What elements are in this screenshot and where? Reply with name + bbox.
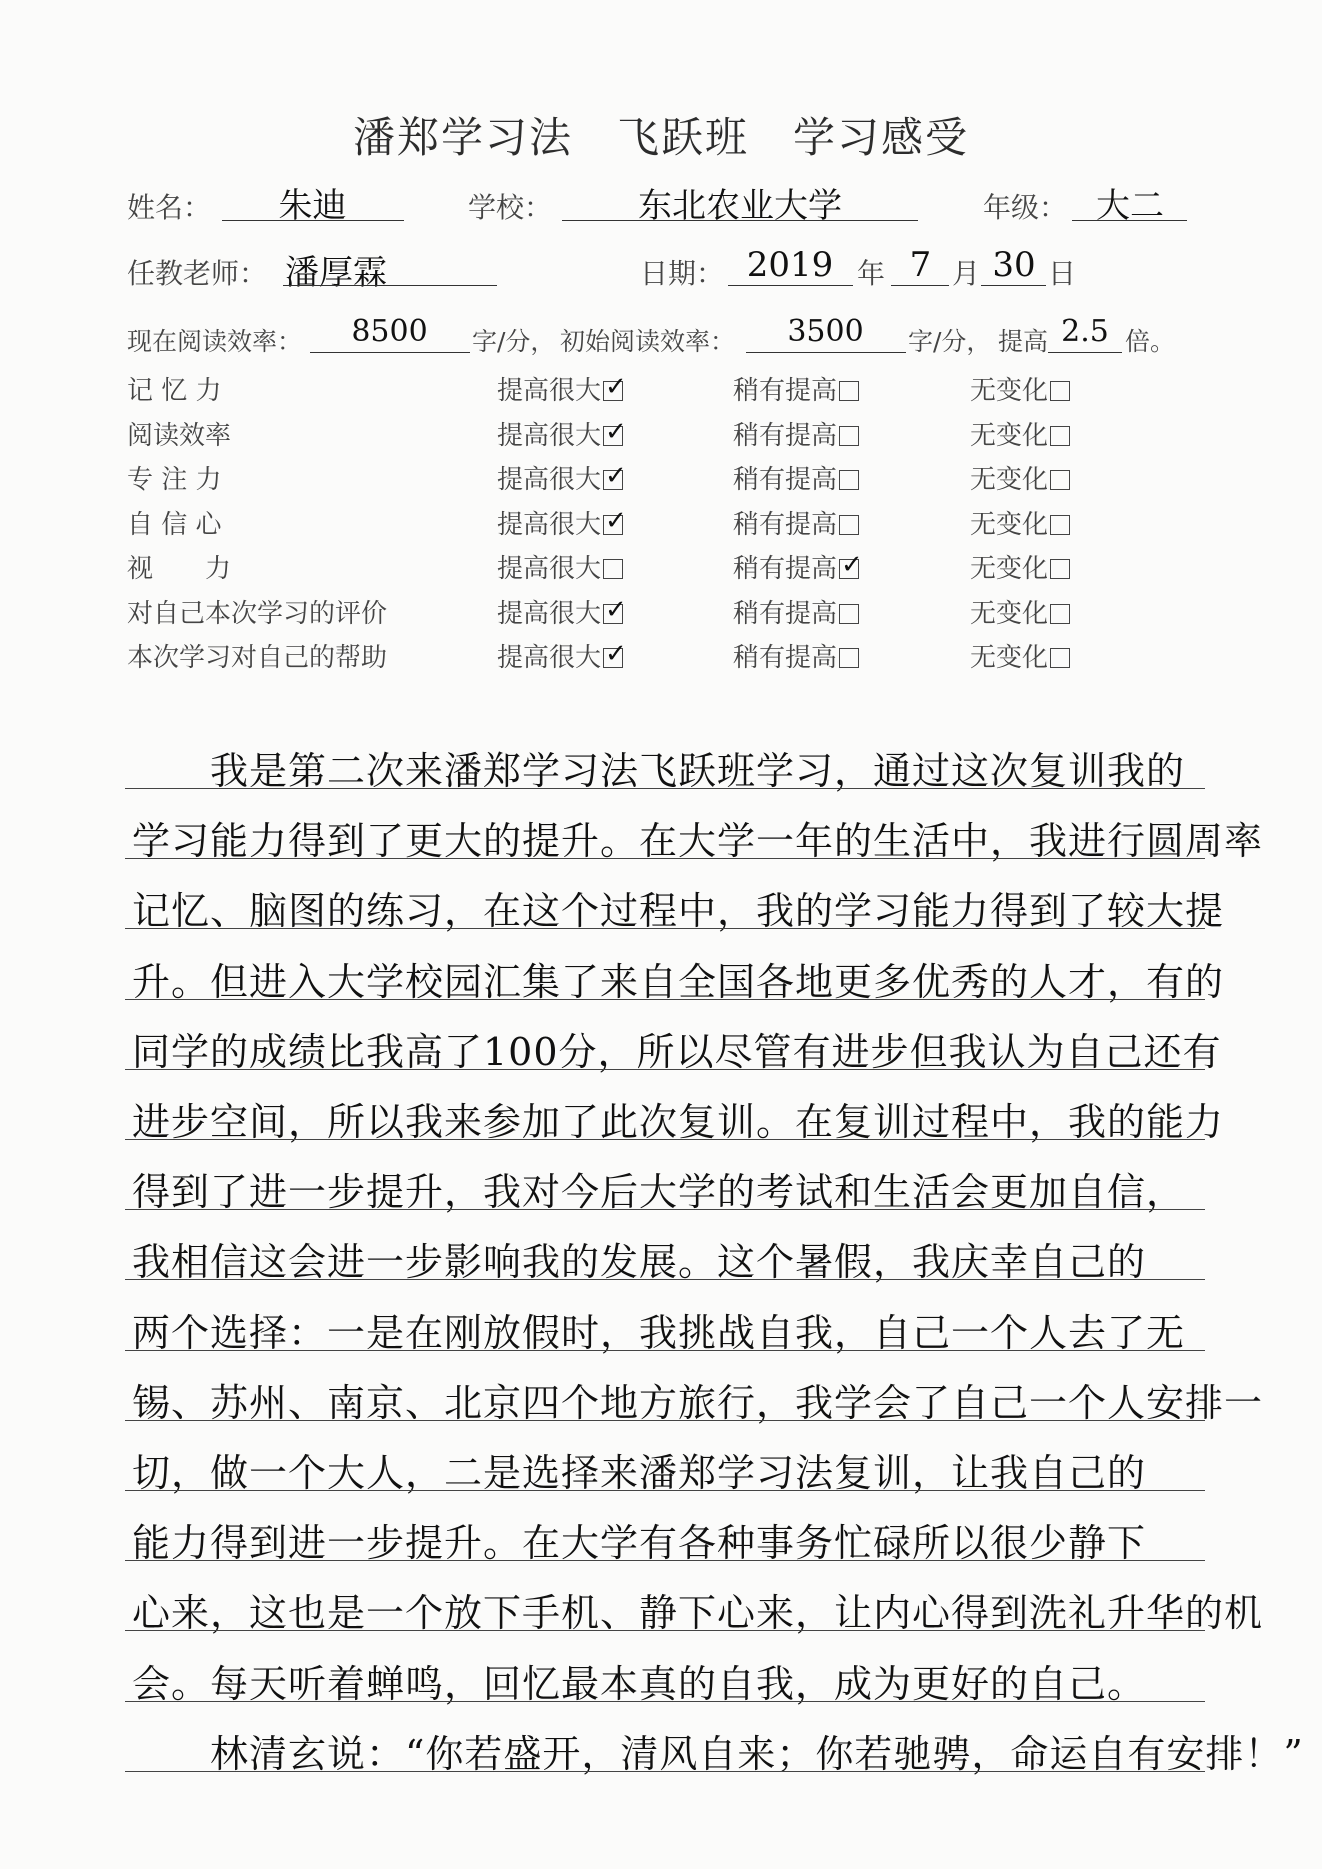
option-label: 稍有提高 bbox=[733, 376, 838, 406]
option-label: 无变化 bbox=[970, 465, 1049, 495]
checkbox[interactable] bbox=[603, 461, 627, 491]
grade-value: 大二 bbox=[1096, 186, 1164, 226]
check-mark-icon: ✓ bbox=[605, 505, 627, 536]
option-a[interactable] bbox=[497, 415, 627, 452]
check-mark-icon: ✓ bbox=[605, 461, 627, 491]
name-label: 姓名： bbox=[127, 191, 212, 224]
essay-line-text: 得到了进一步提升，我对今后大学的考试和生活会更加自信， bbox=[132, 1170, 1186, 1215]
check-mark-icon: ✓ bbox=[841, 550, 863, 580]
ruled-line bbox=[125, 1139, 1205, 1140]
ruled-line bbox=[125, 1420, 1205, 1421]
unit-2: 字/分， bbox=[908, 327, 992, 356]
essay-line-text: 同学的成绩比我高了100分，所以尽管有进步但我认为自己还有 bbox=[132, 1029, 1222, 1074]
assessment-row-label: 记 忆 力 bbox=[127, 376, 222, 406]
option-b[interactable] bbox=[733, 637, 859, 674]
ruled-line bbox=[125, 1701, 1205, 1702]
option-a[interactable] bbox=[497, 459, 627, 496]
option-b[interactable] bbox=[733, 548, 863, 585]
option-a[interactable] bbox=[497, 504, 627, 541]
essay-line-text: 我是第二次来潘郑学习法飞跃班学习，通过这次复训我的 bbox=[132, 749, 1186, 793]
essay-line-text: 记忆、脑图的练习，在这个过程中，我的学习能力得到了较大提 bbox=[132, 889, 1225, 934]
essay-line-text: 我相信这会进一步影响我的发展。这个暑假，我庆幸自己的 bbox=[132, 1240, 1147, 1285]
checkbox[interactable] bbox=[1050, 648, 1070, 668]
essay-line-text: 能力得到进一步提升。在大学有各种事务忙碌所以很少静下 bbox=[132, 1521, 1147, 1566]
option-label: 提高很大 bbox=[497, 376, 602, 406]
check-mark-icon: ✓ bbox=[605, 372, 627, 402]
check-mark-icon: ✓ bbox=[605, 639, 627, 669]
assessment-row-label: 本次学习对自己的帮助 bbox=[127, 643, 388, 673]
ruled-line bbox=[125, 1279, 1205, 1280]
option-a[interactable] bbox=[497, 548, 623, 585]
ruled-line bbox=[125, 788, 1205, 789]
improve-unit: 倍。 bbox=[1125, 327, 1176, 356]
essay-line-text: 切，做一个大人，二是选择来潘郑学习法复训，让我自己的 bbox=[132, 1451, 1147, 1495]
essay-line-text: 两个选择：一是在刚放假时，我挑战自我，自己一个人去了无 bbox=[132, 1310, 1186, 1355]
option-label: 提高很大 bbox=[497, 643, 602, 673]
ruled-line bbox=[125, 1771, 1205, 1772]
option-label: 稍有提高 bbox=[733, 465, 838, 495]
option-a[interactable] bbox=[497, 370, 627, 407]
option-label: 提高很大 bbox=[497, 598, 602, 629]
teacher-value: 潘厚霖 bbox=[285, 253, 387, 293]
checkbox[interactable] bbox=[1050, 515, 1070, 535]
checkbox[interactable] bbox=[603, 416, 627, 447]
option-b[interactable] bbox=[733, 593, 859, 630]
page-title: 潘郑学习法 飞跃班 学习感受 bbox=[352, 113, 969, 162]
checkbox[interactable] bbox=[1050, 470, 1070, 490]
grade-underline bbox=[1072, 220, 1187, 221]
assessment-row-label: 阅读效率 bbox=[127, 420, 232, 451]
teacher-label: 任教老师： bbox=[127, 257, 268, 290]
assessment-row-label: 专 注 力 bbox=[127, 465, 222, 495]
date-year-underline bbox=[728, 285, 853, 286]
checkbox[interactable] bbox=[603, 559, 623, 579]
check-mark-icon: ✓ bbox=[605, 594, 627, 625]
ruled-line bbox=[125, 1350, 1205, 1351]
ruled-line bbox=[125, 1069, 1205, 1070]
option-label: 无变化 bbox=[970, 554, 1049, 584]
check-mark-icon: ✓ bbox=[605, 416, 627, 447]
improve-value: 2.5 bbox=[1061, 314, 1109, 349]
option-label: 稍有提高 bbox=[733, 598, 838, 629]
date-year-value: 2019 bbox=[746, 245, 834, 285]
teacher-underline bbox=[283, 285, 497, 286]
option-label: 稍有提高 bbox=[733, 554, 838, 584]
option-b[interactable] bbox=[733, 504, 859, 541]
checkbox[interactable] bbox=[1050, 381, 1070, 401]
option-label: 稍有提高 bbox=[733, 420, 838, 451]
name-value: 朱迪 bbox=[278, 186, 347, 226]
date-month-unit: 月 bbox=[952, 257, 981, 290]
school-underline bbox=[562, 220, 918, 221]
checkbox[interactable] bbox=[603, 639, 627, 669]
ruled-line bbox=[125, 1560, 1205, 1561]
essay-line-text: 进步空间，所以我来参加了此次复训。在复训过程中，我的能力 bbox=[132, 1100, 1225, 1144]
date-day-unit: 日 bbox=[1048, 257, 1077, 290]
checkbox[interactable] bbox=[603, 505, 627, 536]
ruled-line bbox=[125, 1630, 1205, 1631]
improve-underline bbox=[1048, 352, 1122, 353]
checkbox[interactable] bbox=[839, 550, 863, 580]
improve-label: 提高 bbox=[998, 327, 1049, 356]
assessment-row-label: 对自己本次学习的评价 bbox=[127, 598, 388, 629]
initial-reading-value: 3500 bbox=[787, 314, 864, 349]
essay-line-text: 学习能力得到了更大的提升。在大学一年的生活中，我进行圆周率 bbox=[132, 819, 1264, 864]
option-c[interactable] bbox=[970, 548, 1070, 585]
date-month-value: 7 bbox=[909, 245, 932, 285]
option-label: 无变化 bbox=[970, 643, 1049, 673]
essay-line-text: 升。但进入大学校园汇集了来自全国各地更多优秀的人才，有的 bbox=[132, 959, 1225, 1004]
checkbox[interactable] bbox=[839, 470, 859, 490]
essay-line-text: 会。每天听着蝉鸣，回忆最本真的自我，成为更好的自己。 bbox=[132, 1661, 1147, 1706]
initial-reading-label: 初始阅读效率： bbox=[560, 327, 736, 356]
school-label: 学校： bbox=[468, 191, 553, 224]
option-label: 提高很大 bbox=[497, 509, 602, 540]
checkbox[interactable] bbox=[1050, 426, 1070, 446]
assessment-row-label: 视 力 bbox=[127, 554, 232, 584]
ruled-line bbox=[125, 999, 1205, 1000]
checkbox[interactable] bbox=[1050, 559, 1070, 579]
date-year-unit: 年 bbox=[857, 257, 886, 290]
option-c[interactable] bbox=[970, 637, 1070, 674]
current-reading-label: 现在阅读效率： bbox=[127, 327, 303, 356]
date-label: 日期： bbox=[640, 257, 725, 290]
option-b[interactable] bbox=[733, 415, 859, 452]
checkbox[interactable] bbox=[839, 604, 859, 624]
checkbox[interactable] bbox=[839, 426, 859, 446]
checkbox[interactable] bbox=[839, 515, 859, 535]
option-label: 无变化 bbox=[970, 509, 1049, 540]
option-a[interactable] bbox=[497, 637, 627, 674]
option-label: 稍有提高 bbox=[733, 643, 838, 673]
option-b[interactable] bbox=[733, 459, 859, 496]
checkbox[interactable] bbox=[603, 372, 627, 402]
option-label: 稍有提高 bbox=[733, 509, 838, 540]
checkbox[interactable] bbox=[603, 594, 627, 625]
checkbox[interactable] bbox=[1050, 604, 1070, 624]
date-month-underline bbox=[891, 285, 949, 286]
current-reading-underline bbox=[310, 352, 470, 353]
ruled-line bbox=[125, 858, 1205, 859]
option-label: 无变化 bbox=[970, 598, 1049, 629]
option-label: 提高很大 bbox=[497, 420, 602, 451]
school-value: 东北农业大学 bbox=[638, 186, 842, 226]
unit-1: 字/分， bbox=[472, 327, 556, 356]
option-label: 无变化 bbox=[970, 376, 1049, 406]
option-c[interactable] bbox=[970, 593, 1070, 630]
option-c[interactable] bbox=[970, 504, 1070, 541]
grade-label: 年级： bbox=[983, 191, 1068, 224]
option-b[interactable] bbox=[733, 370, 859, 407]
name-underline bbox=[222, 220, 404, 221]
option-label: 提高很大 bbox=[497, 554, 602, 584]
option-label: 无变化 bbox=[970, 420, 1049, 451]
option-a[interactable] bbox=[497, 593, 627, 630]
ruled-line bbox=[125, 1209, 1205, 1210]
current-reading-value: 8500 bbox=[351, 314, 428, 349]
ruled-line bbox=[125, 1490, 1205, 1491]
ruled-line bbox=[125, 928, 1205, 929]
essay-line-text: 林清玄说：“你若盛开，清风自来；你若驰骋，命运自有安排！” bbox=[132, 1731, 1304, 1776]
option-c[interactable] bbox=[970, 459, 1070, 496]
option-c[interactable] bbox=[970, 370, 1070, 407]
checkbox[interactable] bbox=[839, 381, 859, 401]
assessment-row-label: 自 信 心 bbox=[127, 509, 222, 540]
option-c[interactable] bbox=[970, 415, 1070, 452]
essay-line-text: 锡、苏州、南京、北京四个地方旅行，我学会了自己一个人安排一 bbox=[132, 1380, 1264, 1425]
option-label: 提高很大 bbox=[497, 465, 602, 495]
initial-reading-underline bbox=[746, 352, 906, 353]
essay-line-text: 心来，这也是一个放下手机、静下心来，让内心得到洗礼升华的机 bbox=[132, 1591, 1264, 1636]
date-day-value: 30 bbox=[992, 245, 1036, 285]
checkbox[interactable] bbox=[839, 648, 859, 668]
date-day-underline bbox=[981, 285, 1046, 286]
